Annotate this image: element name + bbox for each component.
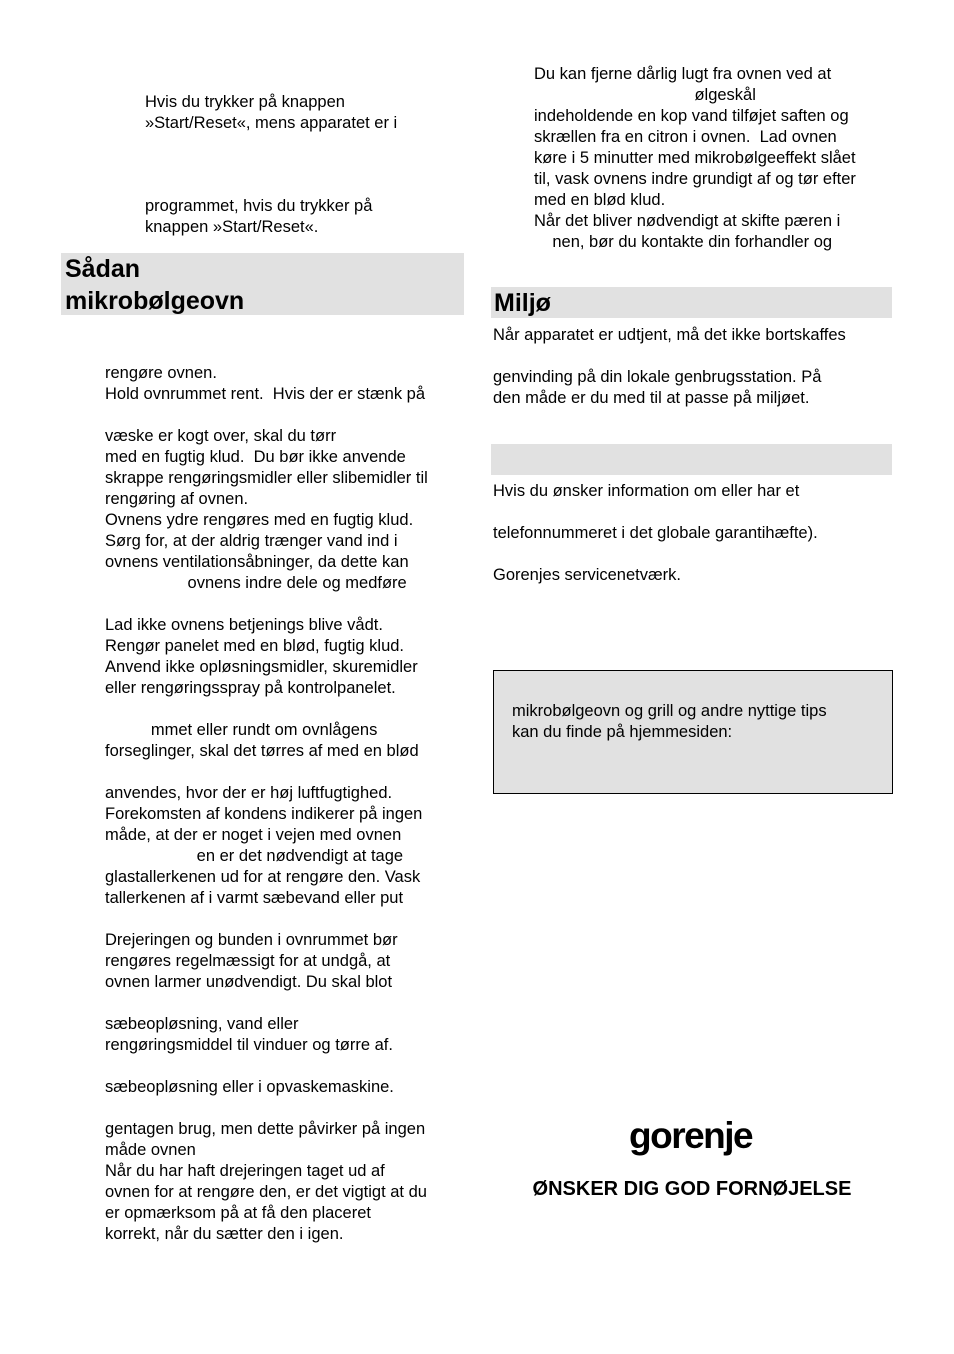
left-body-text <box>105 363 428 1245</box>
left-top-text-2 <box>145 196 372 238</box>
text-line: mikrobølgeovn og grill og andre nyttige tips <box>512 702 827 720</box>
text-line: indeholdende en kop vand tilføjet saften og <box>534 107 849 125</box>
text-line: rengøringsmiddel til vinduer og tørre af. <box>105 1036 393 1054</box>
text-line: anvendes, hvor der er høj luftfugtighed. <box>105 784 393 802</box>
text-line <box>105 909 428 930</box>
text-line: måde, at der er noget i vejen med ovnen <box>105 826 402 844</box>
text-line: ølgeskål <box>534 86 756 104</box>
text-line: Hvis du trykker på knappen <box>145 93 345 111</box>
text-line: genvinding på din lokale genbrugsstation. På <box>493 368 822 386</box>
text-line: tallerkenen af i varmt sæbevand eller put <box>105 889 404 907</box>
text-line: Du kan fjerne dårlig lugt fra ovnen ved at <box>534 65 832 83</box>
text-line: mmet eller rundt om ovnlågens <box>105 721 378 739</box>
text-line <box>105 594 428 615</box>
text-line: ovnens ventilationsåbninger, da dette kan <box>105 553 409 571</box>
info-box <box>493 670 893 794</box>
text-line: sæbeopløsning eller i opvaskemaskine. <box>105 1078 394 1096</box>
text-line: Forekomsten af kondens indikerer på ingen <box>105 805 423 823</box>
heading-line: Sådan <box>65 255 141 283</box>
text-line: med en fugtig klud. Du bør ikke anvende <box>105 448 406 466</box>
text-line: måde ovnen <box>105 1141 196 1159</box>
text-line: skrappe rengøringsmidler eller slibemidler til <box>105 469 428 487</box>
slogan: ØNSKER DIG GOD FORNØJELSE <box>532 1178 852 1200</box>
text-line: eller rengøringsspray på kontrolpanelet. <box>105 679 396 697</box>
text-line: en er det nødvendigt at tage <box>105 847 404 865</box>
text-line: ovnens indre dele og medføre <box>105 574 407 592</box>
text-line: Rengør panelet med en blød, fugtig klud. <box>105 637 405 655</box>
text-line <box>105 1098 428 1119</box>
heading-line: Miljø <box>494 289 551 317</box>
text-line: korrekt, når du sætter den i igen. <box>105 1225 344 1243</box>
service-text <box>493 481 818 586</box>
gorenje-logo: gorenje <box>629 1115 753 1156</box>
text-line <box>493 346 846 367</box>
text-line: skrællen fra en citron i ovnen. Lad ovnen <box>534 128 837 146</box>
text-line: Når det bliver nødvendigt at skifte pæren i <box>534 212 841 230</box>
text-line: Anvend ikke opløsningsmidler, skuremidler <box>105 658 418 676</box>
text-line: Når du har haft drejeringen taget ud af <box>105 1162 385 1180</box>
text-line: køre i 5 minutter med mikrobølgeeffekt slået <box>534 149 856 167</box>
info-box-text <box>512 701 827 743</box>
text-line: knappen »Start/Reset«. <box>145 218 319 236</box>
text-line: nen, bør du kontakte din forhandler og <box>534 233 833 251</box>
text-line: kan du finde på hjemmesiden: <box>512 723 733 741</box>
text-line: forseglinger, skal det tørres af med en blød <box>105 742 419 760</box>
text-line: gentagen brug, men dette påvirker på ingen <box>105 1120 426 1138</box>
text-line <box>493 544 818 565</box>
text-line: rengøres regelmæssigt for at undgå, at <box>105 952 391 970</box>
text-line: rengøre ovnen. <box>105 364 217 382</box>
text-line: Hvis du ønsker information om eller har et <box>493 482 800 500</box>
text-line: glastallerkenen ud for at rengøre den. Vask <box>105 868 421 886</box>
text-line: »Start/Reset«, mens apparatet er i <box>145 114 398 132</box>
text-line: Når apparatet er udtjent, må det ikke bortskaffes <box>493 326 846 344</box>
text-line: Lad ikke ovnens betjenings blive vådt. <box>105 616 383 634</box>
text-line: den måde er du med til at passe på miljøet. <box>493 389 810 407</box>
heading-line: mikrobølgeovn <box>65 287 245 315</box>
section-heading-miljo <box>491 287 892 318</box>
text-line: væske er kogt over, skal du tørr <box>105 427 337 445</box>
section-heading-service <box>491 444 892 475</box>
text-line <box>105 405 428 426</box>
text-line: sæbeopløsning, vand eller <box>105 1015 299 1033</box>
text-line: Drejeringen og bunden i ovnrummet bør <box>105 931 398 949</box>
text-line: Sørg for, at der aldrig trænger vand ind i <box>105 532 398 550</box>
text-line <box>493 502 818 523</box>
text-line <box>105 993 428 1014</box>
text-line <box>105 762 428 783</box>
text-line: er opmærksom på at få den placeret <box>105 1204 371 1222</box>
text-line: til, vask ovnens indre grundigt af og tør efter <box>534 170 856 188</box>
text-line: ovnen for at rengøre den, er det vigtigt at du <box>105 1183 427 1201</box>
text-line: rengøring af ovnen. <box>105 490 249 508</box>
text-line: programmet, hvis du trykker på <box>145 197 373 215</box>
text-line: Ovnens ydre rengøres med en fugtig klud. <box>105 511 414 529</box>
text-line: telefonnummeret i det globale garantihæfte). <box>493 524 818 542</box>
miljo-text <box>493 325 846 409</box>
section-heading-cleaning <box>61 253 464 315</box>
text-line: med en blød klud. <box>534 191 666 209</box>
text-line <box>105 1056 428 1077</box>
text-line: Hold ovnrummet rent. Hvis der er stænk på <box>105 385 426 403</box>
text-line: Gorenjes servicenetværk. <box>493 566 681 584</box>
left-top-text-1 <box>145 92 397 134</box>
right-top-text <box>534 64 856 253</box>
text-line: ovnen larmer unødvendigt. Du skal blot <box>105 973 393 991</box>
text-line <box>105 699 428 720</box>
